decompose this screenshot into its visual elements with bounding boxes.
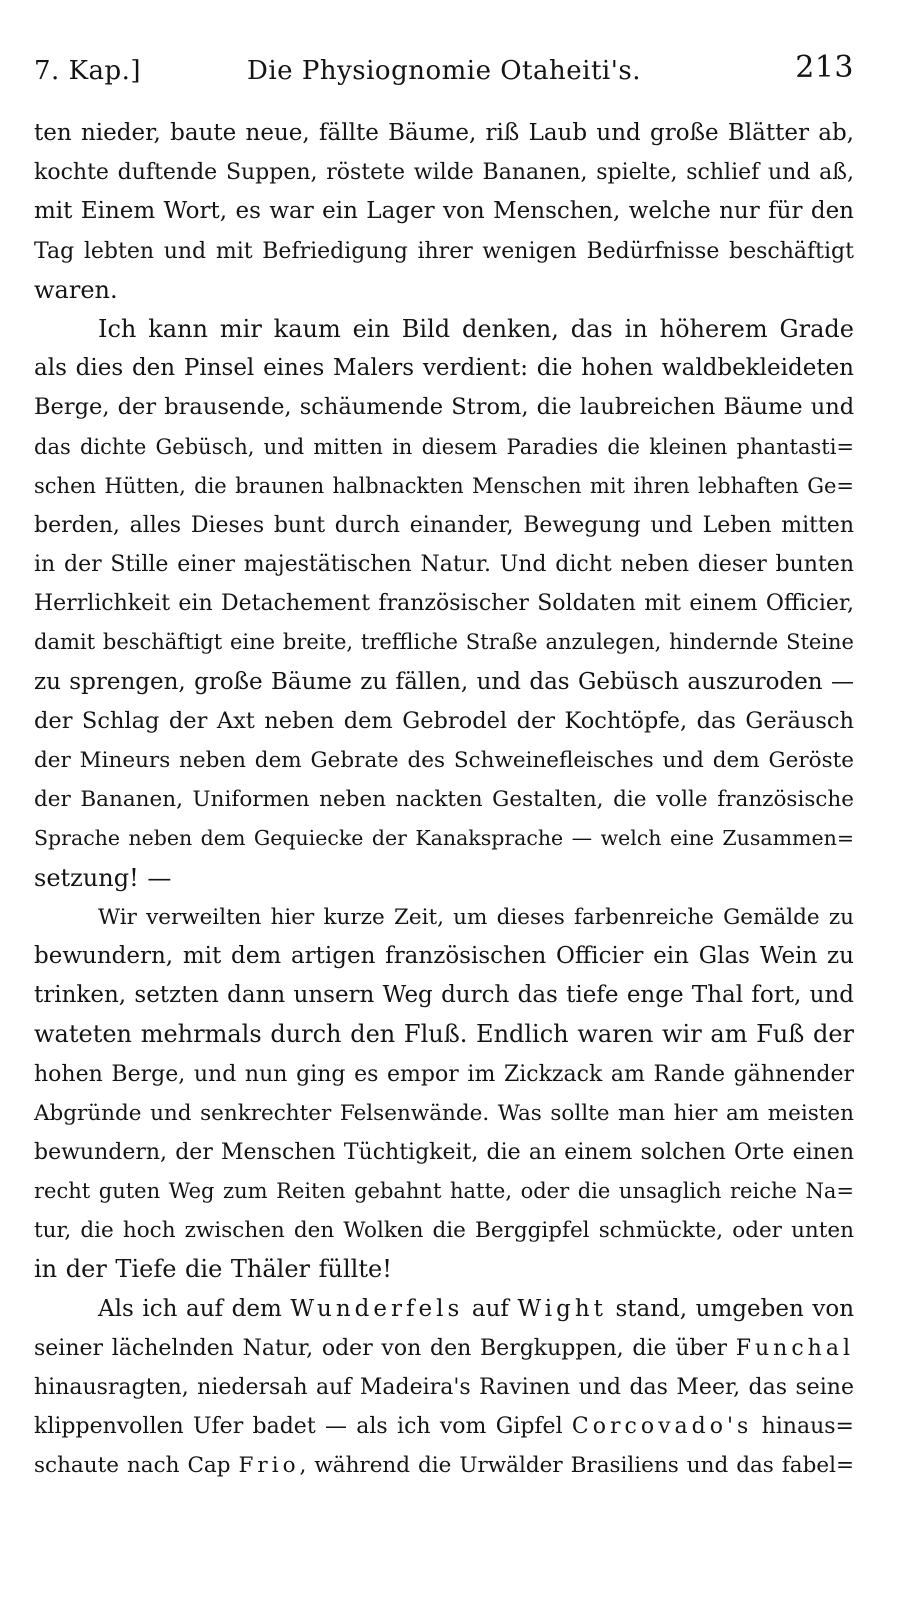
text-line: das dichte Gebüsch, und mitten in diesem Paradies die kleinen phantasti= [34, 434, 854, 459]
text-line: ten nieder, baute neue, fällte Bäume, riß Laub und große Blätter ab, [34, 120, 854, 146]
text-run: klippenvollen Ufer badet — als ich vom Gipfel [34, 1414, 572, 1440]
page-body [34, 114, 854, 1486]
text-run: seiner lächelnden Natur, oder von den Bergkuppen, die über [34, 1335, 736, 1361]
text-line: schen Hütten, die braunen halbnackten Menschen mit ihren lebhaften Ge= [34, 473, 854, 498]
text-line: Wir verweilten hier kurze Zeit, um dieses farbenreiche Gemälde zu [98, 904, 854, 930]
spaced-name: Funchal [735, 1335, 854, 1361]
text-line: als dies den Pinsel eines Malers verdient: die hohen waldbekleideten [34, 355, 854, 382]
page-number: 213 [795, 50, 854, 85]
text-line: bewundern, der Menschen Tüchtigkeit, die an einem solchen Orte einen [34, 1139, 854, 1165]
text-line: Ich kann mir kaum ein Bild denken, das in höherem Grade [98, 314, 854, 343]
text-line: mit Einem Wort, es war ein Lager von Menschen, welche nur für den [34, 198, 854, 225]
text-line: Abgründe und senkrechter Felsenwände. Was sollte man hier am meisten [34, 1100, 854, 1126]
text-line: der Mineurs neben dem Gebrate des Schweinefleisches und dem Geröste [34, 748, 854, 773]
text-line: waren. [34, 275, 118, 304]
text-line: recht guten Weg zum Reiten gebahnt hatte, oder die unsaglich reiche Na= [34, 1179, 854, 1204]
text-line: bewundern, mit dem artigen französischen Officier ein Glas Wein zu [34, 942, 854, 969]
text-line: in der Tiefe die Thäler füllte! [34, 1255, 392, 1284]
text-line [34, 1368, 854, 1407]
text-line: damit beschäftigt eine breite, treffliche Straße anzulegen, hindernde Steine [34, 630, 854, 655]
text-run: stand, umgeben von [606, 1295, 855, 1322]
text-line: in der Stille einer majestätischen Natur. Und dicht neben dieser bunten [34, 552, 854, 578]
text-line: setzung! — [34, 863, 172, 892]
text-run: , während die Urwälder Brasiliens und das fabel= [299, 1453, 854, 1479]
text-line [34, 1407, 854, 1446]
spaced-name: Corcovado's [571, 1414, 753, 1440]
text-run: Als ich auf dem [98, 1295, 291, 1322]
text-line: Herrlichkeit ein Detachement französischer Soldaten mit einem Officier, [34, 591, 854, 617]
text-line: zu sprengen, große Bäume zu fällen, und das Gebüsch auszuroden — [34, 668, 854, 695]
running-header [34, 48, 854, 100]
text-line: der Schlag der Axt neben dem Gebrodel der Kochtöpfe, das Geräusch [34, 707, 854, 734]
text-run: hinausragten, niedersah auf Madeira's Ravinen und das Meer, das seine [34, 1375, 854, 1400]
text-line [34, 1290, 854, 1329]
spaced-name: Wight [517, 1295, 607, 1322]
text-line: berden, alles Dieses bunt durch einander, Bewegung und Leben mitten [34, 512, 854, 538]
spaced-name: Frio [238, 1453, 300, 1479]
text-line: tur, die hoch zwischen den Wolken die Berggipfel schmückte, oder unten [34, 1218, 854, 1244]
text-line: Berge, der brausende, schäumende Strom, die laubreichen Bäume und [34, 394, 855, 421]
running-title: Die Physiognomie Otaheiti's. [247, 56, 641, 86]
text-run: schaute nach Cap [34, 1453, 239, 1479]
spaced-name: Wunderfels [290, 1295, 464, 1322]
text-line: der Bananen, Uniformen neben nackten Gestalten, die volle französische [34, 787, 854, 813]
text-line: Sprache neben dem Gequiecke der Kanaksprache — welch eine Zusammen= [34, 826, 854, 851]
text-line: Tag lebten und mit Befriedigung ihrer wenigen Bedürfnisse beschäftigt [34, 238, 854, 264]
chapter-label: 7. Kap.] [34, 56, 142, 86]
text-run: auf [463, 1295, 518, 1322]
text-line: wateten mehrmals durch den Fluß. Endlich waren wir am Fuß der [34, 1020, 854, 1049]
text-line: hohen Berge, und nun ging es empor im Zickzack am Rande gähnender [34, 1061, 854, 1087]
text-line [34, 1329, 854, 1368]
text-line [34, 1446, 854, 1485]
text-line: kochte duftende Suppen, röstete wilde Bananen, spielte, schlief und aß, [34, 160, 854, 186]
text-run: hinaus= [752, 1414, 854, 1440]
text-line: trinken, setzten dann unsern Weg durch das tiefe enge Thal fort, und [34, 982, 854, 1009]
